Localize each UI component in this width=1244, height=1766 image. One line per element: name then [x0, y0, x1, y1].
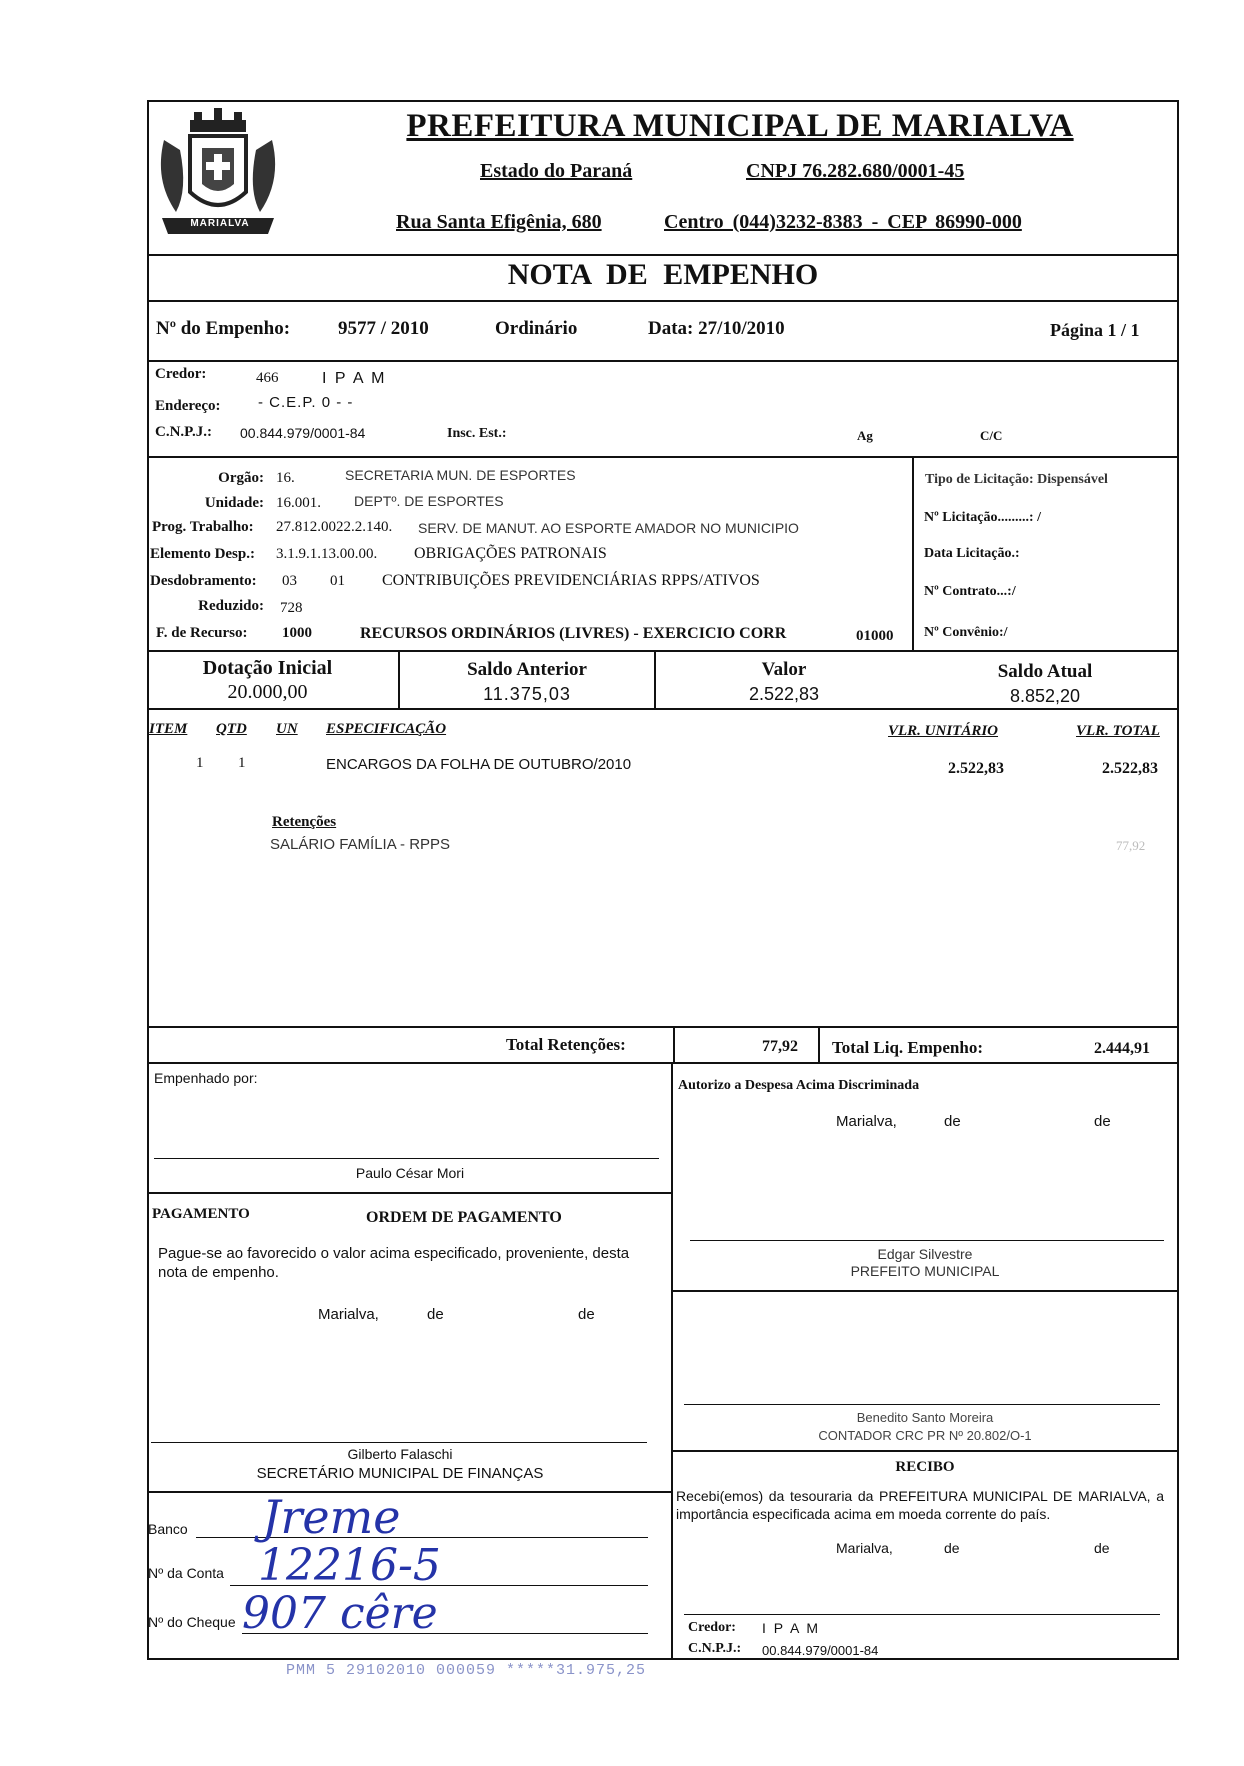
reduzido-label: Reduzido:	[198, 598, 264, 614]
secretario-name: Gilberto Falaschi	[347, 1446, 453, 1462]
municipality-cnpj: CNPJ 76.282.680/0001-45	[746, 160, 965, 182]
unidade-label: Unidade:	[204, 495, 264, 511]
dotacao-label: Dotação Inicial	[202, 657, 333, 679]
unidade-code: 16.001.	[276, 495, 321, 511]
autorizo-city: Marialva,	[836, 1113, 897, 1130]
banco-handwriting: Jreme	[262, 1490, 401, 1544]
pagamento-label: PAGAMENTO	[152, 1206, 250, 1222]
crest-banner-text: MARIALVA	[190, 218, 250, 229]
credor-address: - C.E.P. 0 - -	[258, 394, 354, 411]
total-col-header: VLR. TOTAL	[1076, 723, 1160, 739]
empenho-label: Nº do Empenho:	[156, 318, 291, 339]
empenhado-label: Empenhado por:	[154, 1070, 258, 1086]
cc-label: C/C	[980, 428, 1003, 443]
dotacao-value: 20.000,00	[227, 681, 308, 703]
prefeito-name: Edgar Silvestre	[877, 1246, 973, 1262]
item-col-header: ITEM	[149, 721, 188, 737]
un-col-header: UN	[276, 721, 298, 737]
total-liquido-label: Total Liq. Empenho:	[832, 1038, 983, 1057]
crest-logo	[150, 100, 290, 250]
insc-label: Insc. Est.:	[447, 426, 507, 441]
elem-label: Elemento Desp.:	[150, 546, 255, 562]
conta-label: Nº da Conta	[148, 1565, 224, 1581]
orgao-code: 16.	[276, 470, 295, 486]
recibo-de1: de	[944, 1540, 960, 1556]
ag-label: Ag	[857, 428, 873, 443]
empenho-number: 9577 / 2010	[338, 318, 429, 339]
orgao-name: SECRETARIA MUN. DE ESPORTES	[345, 467, 576, 483]
total-liquido-value: 2.444,91	[1094, 1040, 1150, 1057]
tipo-licitacao: Tipo de Licitação: Dispensável	[925, 472, 1108, 487]
retencoes-label: Retenções	[272, 814, 337, 830]
valor-value: 2.522,83	[748, 684, 820, 704]
item-qtd: 1	[238, 755, 246, 771]
retencao-name: SALÁRIO FAMÍLIA - RPPS	[270, 836, 451, 853]
prog-code: 27.812.0022.2.140.	[276, 519, 393, 535]
unit-col-header: VLR. UNITÁRIO	[888, 723, 999, 739]
orgao-label: Orgão:	[218, 470, 264, 486]
pagamento-de1: de	[427, 1306, 444, 1323]
page-number: Página 1 / 1	[1050, 320, 1140, 340]
data-licitacao: Data Licitação.:	[924, 546, 1020, 561]
contador-name: Benedito Santo Moreira	[856, 1410, 994, 1425]
empenho-date: Data: 27/10/2010	[648, 318, 785, 339]
pagamento-de2: de	[578, 1306, 595, 1323]
recibo-credor-label: Credor:	[688, 1620, 736, 1635]
item-spec: ENCARGOS DA FOLHA DE OUTUBRO/2010	[326, 756, 632, 773]
qtd-col-header: QTD	[216, 721, 247, 737]
contador-title: CONTADOR CRC PR Nº 20.802/O-1	[818, 1428, 1032, 1443]
valor-label: Valor	[761, 659, 807, 680]
retencao-value: 77,92	[1116, 838, 1146, 853]
recurso-name: RECURSOS ORDINÁRIOS (LIVRES) - EXERCICIO CORR	[360, 625, 787, 642]
prog-label: Prog. Trabalho:	[152, 519, 254, 535]
municipality-contact: Centro (044)3232-8383 - CEP 86990-000	[664, 211, 1022, 233]
desd-name: CONTRIBUIÇÕES PREVIDENCIÁRIAS RPPS/ATIVOS	[382, 572, 760, 589]
address-label: Endereço:	[155, 398, 221, 414]
recibo-city: Marialva,	[836, 1540, 893, 1556]
cheque-label: Nº do Cheque	[148, 1614, 236, 1630]
bank-stamp: PMM 5 29102010 000059 *****31.975,25	[286, 1662, 647, 1679]
municipality-address: Rua Santa Efigênia, 680	[396, 211, 602, 233]
cheque-handwriting: 907 cêre	[242, 1588, 438, 1639]
recibo-credor-name: I P A M	[762, 1620, 821, 1636]
ordem-pagamento-label: ORDEM DE PAGAMENTO	[366, 1209, 562, 1226]
autorizo-de2: de	[1094, 1113, 1111, 1130]
recurso-code: 1000	[282, 625, 312, 641]
pagamento-city: Marialva,	[318, 1306, 379, 1323]
num-licitacao: Nº Licitação.........: /	[924, 510, 1041, 525]
credor-label: Credor:	[155, 366, 207, 382]
recurso-code2: 01000	[856, 628, 894, 644]
credor-cnpj: 00.844.979/0001-84	[240, 425, 366, 441]
empenho-type: Ordinário	[495, 318, 578, 339]
conta-handwriting: 12216-5	[258, 1540, 441, 1591]
elem-code: 3.1.9.1.13.00.00.	[276, 546, 378, 562]
pague-se-text: Pague-se ao favorecido o valor acima especificado, proveniente, desta nota de empenho.	[158, 1245, 630, 1281]
state-name: Estado do Paraná	[480, 160, 633, 182]
recibo-de2: de	[1094, 1540, 1110, 1556]
saldo-atual-label: Saldo Atual	[997, 661, 1093, 682]
saldo-anterior-value: 11.375,03	[483, 684, 571, 704]
recibo-cnpj: 00.844.979/0001-84	[762, 1643, 879, 1658]
total-retencoes-value: 77,92	[762, 1038, 798, 1055]
elem-name: OBRIGAÇÕES PATRONAIS	[414, 545, 607, 562]
recibo-text: Recebi(emos) da tesouraria da PREFEITURA MUNICIPAL DE MARIALVA, a importância especificada acima em moeda corrente do país.	[676, 1488, 1164, 1522]
banco-label: Banco	[148, 1521, 188, 1537]
secretario-title: SECRETÁRIO MUNICIPAL DE FINANÇAS	[256, 1465, 544, 1482]
empenhado-name: Paulo César Mori	[355, 1165, 465, 1181]
recibo-title: RECIBO	[895, 1459, 955, 1475]
total-retencoes-label: Total Retenções:	[506, 1035, 626, 1054]
credor-code: 466	[256, 370, 279, 386]
recibo-cnpj-label: C.N.P.J.:	[688, 1641, 742, 1656]
document-title: NOTA DE EMPENHO	[507, 258, 819, 291]
credor-name: I P A M	[322, 370, 387, 387]
prog-name: SERV. DE MANUT. AO ESPORTE AMADOR NO MUNICIPIO	[418, 520, 799, 536]
item-number: 1	[196, 755, 204, 771]
desd-code1: 03	[282, 573, 297, 589]
prefeito-title: PREFEITO MUNICIPAL	[850, 1263, 1000, 1279]
cnpj-label: C.N.P.J.:	[155, 424, 212, 440]
desd-label: Desdobramento:	[150, 573, 257, 589]
num-convenio: Nº Convênio:/	[924, 625, 1008, 640]
reduzido-code: 728	[280, 600, 303, 616]
autorizo-text: Autorizo a Despesa Acima Discriminada	[678, 1078, 920, 1093]
spec-col-header: ESPECIFICAÇÃO	[326, 721, 447, 737]
item-total-value: 2.522,83	[1102, 760, 1158, 777]
item-unit-value: 2.522,83	[948, 760, 1004, 777]
municipality-title: PREFEITURA MUNICIPAL DE MARIALVA	[406, 108, 1074, 144]
num-contrato: Nº Contrato...:/	[924, 584, 1016, 599]
saldo-atual-value: 8.852,20	[1009, 686, 1081, 706]
recurso-label: F. de Recurso:	[156, 625, 248, 641]
saldo-anterior-label: Saldo Anterior	[467, 659, 587, 680]
autorizo-de1: de	[944, 1113, 961, 1130]
unidade-name: DEPTº. DE ESPORTES	[354, 493, 504, 509]
desd-code2: 01	[330, 573, 345, 589]
